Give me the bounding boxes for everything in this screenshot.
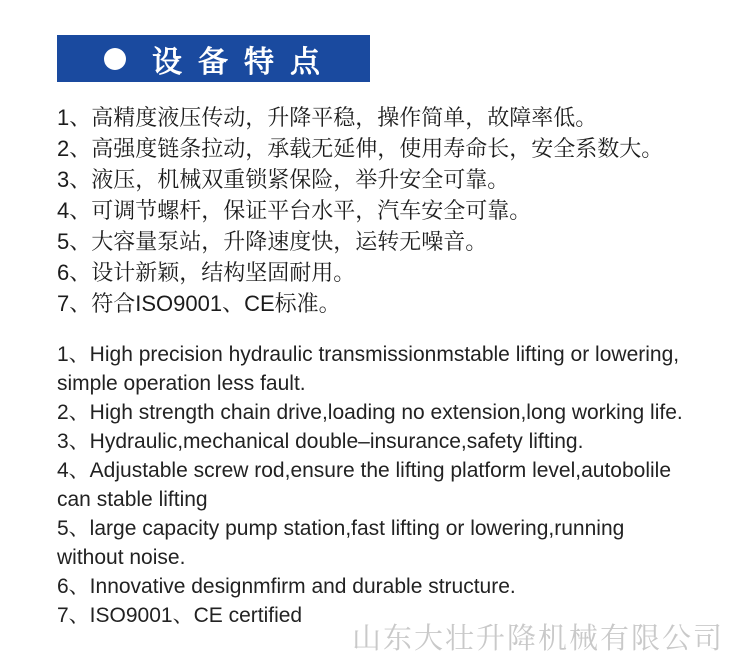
- feature-item-cn: 3、液压，机械双重锁紧保险，举升安全可靠。: [57, 167, 510, 192]
- company-watermark: 山东大壮升降机械有限公司: [352, 623, 725, 655]
- features-en-list: [57, 340, 747, 630]
- feature-item-en: 7、ISO9001、CE certified: [57, 604, 303, 627]
- feature-item-cn: 4、可调节螺杆，保证平台水平，汽车安全可靠。: [57, 198, 532, 223]
- feature-item-en: 5、large capacity pump station,fast lifting or lowering,running without noise.: [57, 517, 625, 569]
- feature-item-en: 1、High precision hydraulic transmissionmstable lifting or lowering, simple operation less fault.: [57, 343, 680, 395]
- features-cn-list: [57, 102, 737, 319]
- section-header: [57, 35, 370, 82]
- feature-item-en: 3、Hydraulic,mechanical double–insurance,safety lifting.: [57, 430, 584, 453]
- section-title: 设备特点: [152, 45, 336, 79]
- feature-item-en: 6、Innovative designmfirm and durable structure.: [57, 575, 516, 598]
- white-circle-icon: [104, 48, 126, 70]
- feature-item-cn: 7、符合ISO9001、CE标准。: [57, 291, 341, 316]
- feature-item-en: 4、Adjustable screw rod,ensure the lifting platform level,autobolile can stable lifting: [57, 459, 671, 511]
- feature-item-cn: 2、高强度链条拉动，承载无延伸，使用寿命长，安全系数大。: [57, 136, 664, 161]
- feature-item-cn: 6、设计新颖，结构坚固耐用。: [57, 260, 356, 285]
- feature-item-cn: 1、高精度液压传动，升降平稳，操作简单，故障率低。: [57, 105, 598, 130]
- feature-item-cn: 5、大容量泵站，升降速度快，运转无噪音。: [57, 229, 488, 254]
- feature-item-en: 2、High strength chain drive,loading no extension,long working life.: [57, 401, 683, 424]
